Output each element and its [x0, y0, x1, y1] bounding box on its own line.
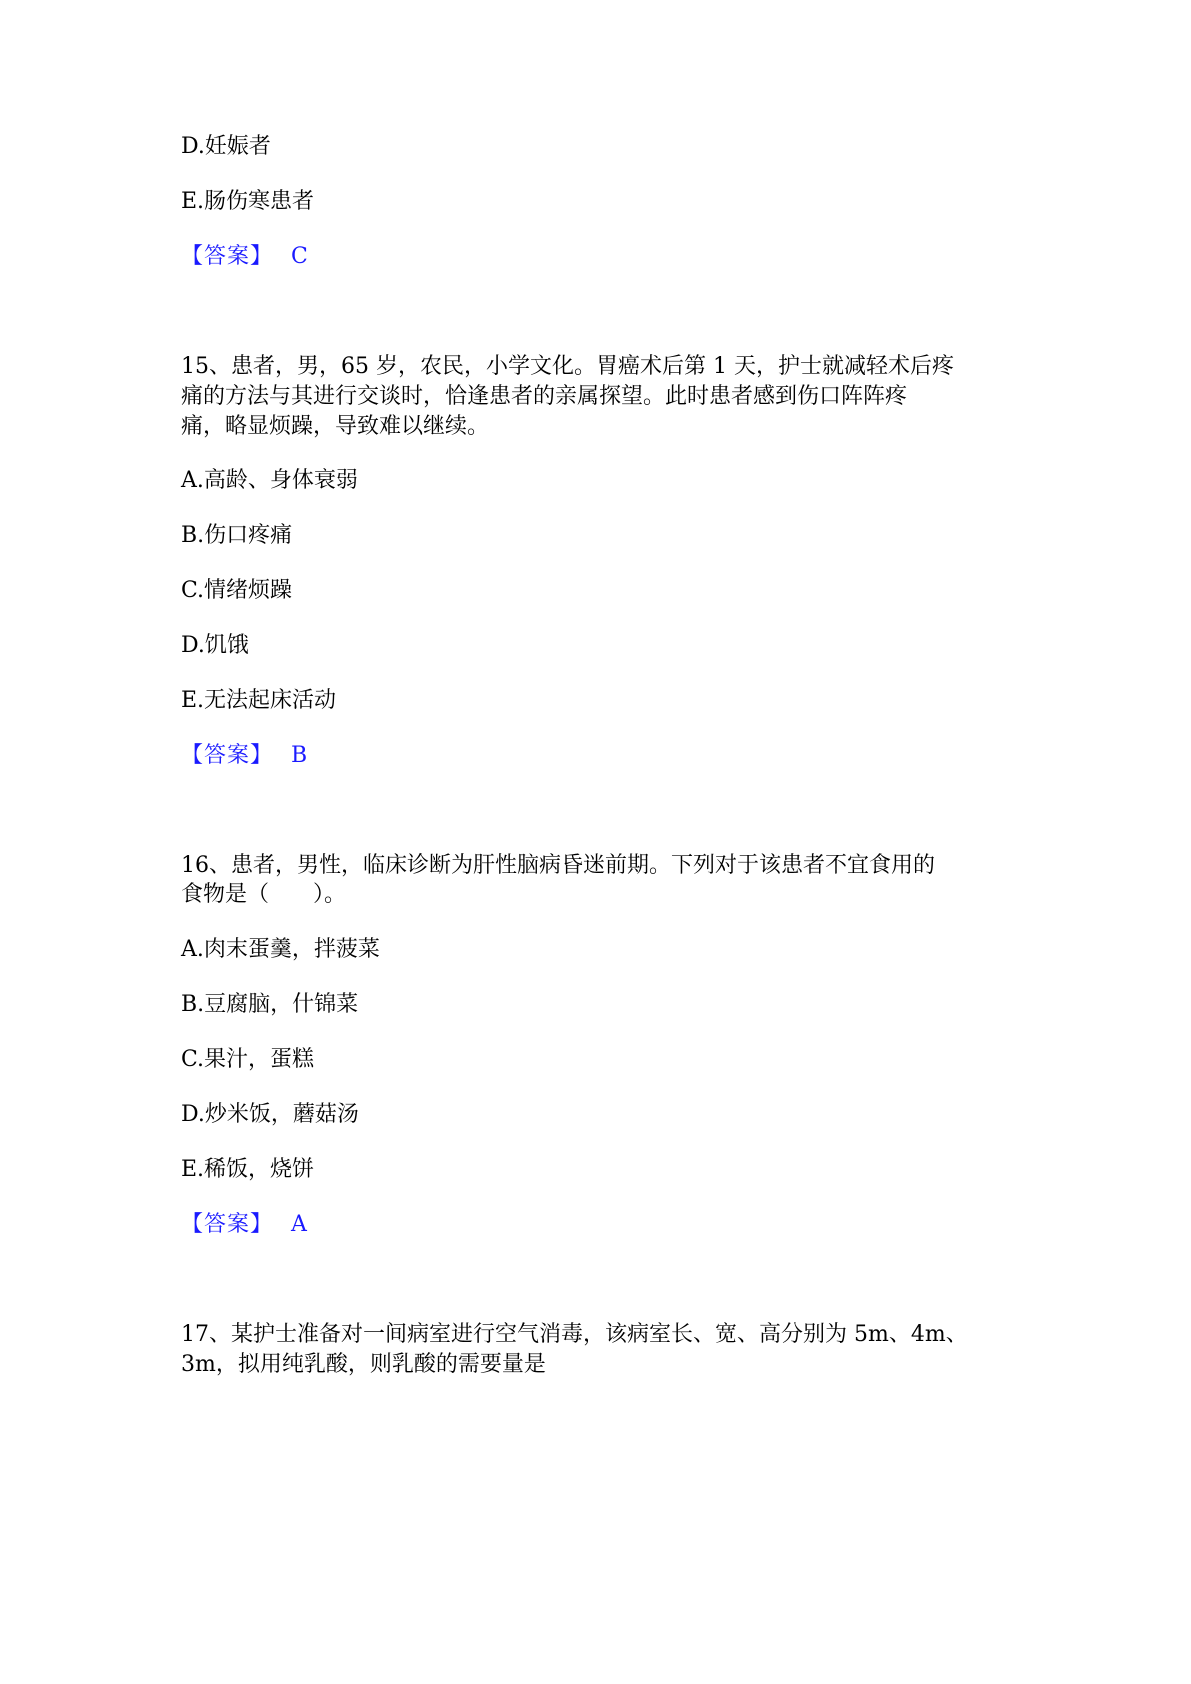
answer-value: A: [291, 1212, 307, 1237]
question-15-option-a: A.高龄、身体衰弱: [181, 468, 358, 493]
question-15-option-d: D.饥饿: [181, 633, 249, 658]
option-e: E.肠伤寒患者: [181, 189, 315, 214]
question-15-line-1: 15、患者，男，65 岁，农民，小学文化。胃癌术后第 1 天，护士就减轻术后疼: [181, 354, 954, 379]
question-15-answer: [181, 741, 307, 771]
answer-label: 【答案】: [181, 1212, 274, 1237]
question-16-option-c: C.果汁，蛋糕: [181, 1047, 315, 1072]
answer-label: 【答案】: [181, 743, 274, 768]
question-16-option-d: D.炒米饭，蘑菇汤: [181, 1102, 359, 1127]
question-15-option-b: B.伤口疼痛: [181, 523, 293, 548]
answer-line: [181, 242, 308, 272]
question-15-option-c: C.情绪烦躁: [181, 578, 293, 603]
question-16-option-a: A.肉末蛋羹，拌菠菜: [181, 937, 380, 962]
question-16-line-1: 16、患者，男性，临床诊断为肝性脑病昏迷前期。下列对于该患者不宜食用的: [181, 853, 935, 878]
question-15-line-2: 痛的方法与其进行交谈时，恰逢患者的亲属探望。此时患者感到伤口阵阵疼: [181, 384, 908, 409]
question-16-answer: [181, 1210, 307, 1240]
option-d: D.妊娠者: [181, 134, 271, 159]
question-17-line-1: 17、某护士准备对一间病室进行空气消毒，该病室长、宽、高分别为 5m、4m、: [181, 1322, 968, 1347]
question-16-option-e: E.稀饭，烧饼: [181, 1157, 315, 1182]
answer-value: B: [291, 743, 308, 768]
answer-label: 【答案】: [181, 244, 274, 269]
answer-value: C: [291, 244, 308, 269]
question-16-line-2: 食物是（ ）。: [181, 882, 347, 907]
question-15-line-3: 痛，略显烦躁，导致难以继续。: [181, 414, 490, 439]
question-17-line-2: 3m，拟用纯乳酸，则乳酸的需要量是: [181, 1352, 546, 1377]
question-15-option-e: E.无法起床活动: [181, 688, 337, 713]
question-16-option-b: B.豆腐脑，什锦菜: [181, 992, 359, 1017]
